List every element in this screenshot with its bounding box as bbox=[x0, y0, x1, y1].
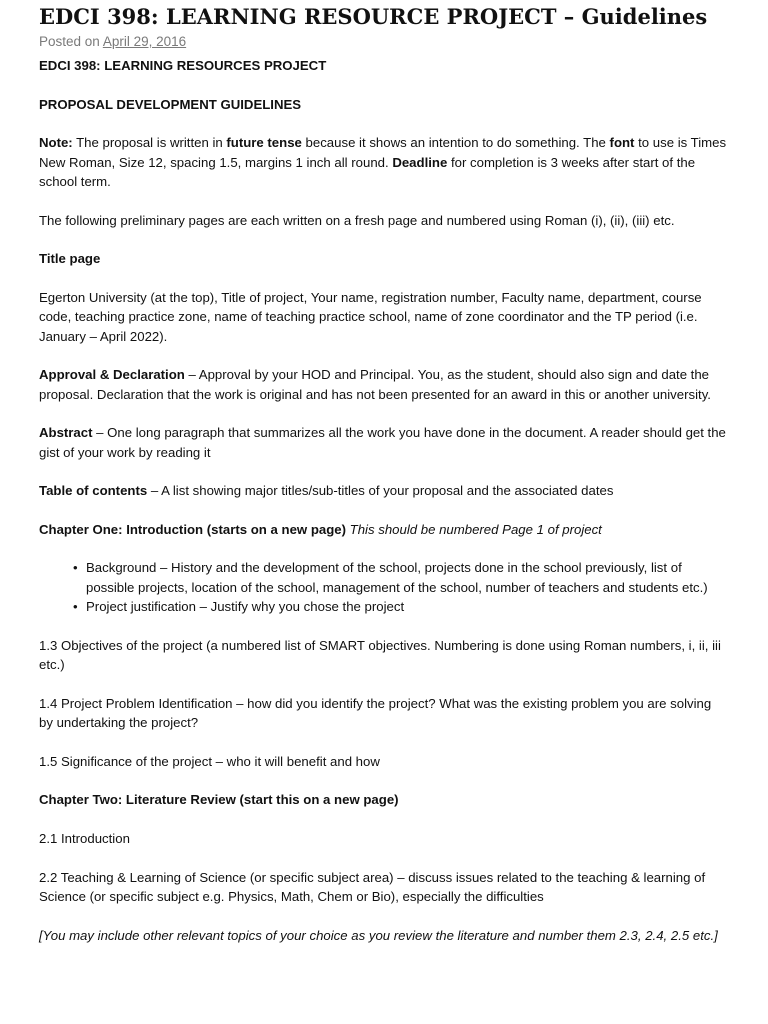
post-meta bbox=[39, 33, 728, 51]
note-bold-2: font bbox=[609, 135, 635, 151]
post-title: EDCI 398: LEARNING RESOURCE PROJECT – Guidelines bbox=[39, 4, 708, 29]
note-bold-1: future tense bbox=[226, 135, 302, 151]
toc-label: Table of contents bbox=[39, 483, 148, 499]
title-page-label: Title page bbox=[39, 251, 101, 267]
chapter-one-note: This should be numbered Page 1 of project bbox=[346, 521, 602, 537]
section-2-1: 2.1 Introduction bbox=[39, 830, 130, 846]
list-item: • Background – History and the development of the school, projects done in the school previously, list of possible projects, location of the school, management of the school, number of teachers and students etc.) bbox=[86, 558, 728, 597]
note-paragraph bbox=[39, 133, 728, 191]
note-bold-3: Deadline bbox=[392, 154, 448, 170]
chapter-one-list bbox=[39, 558, 728, 616]
doc-heading-text: EDCI 398: LEARNING RESOURCES PROJECT bbox=[39, 58, 327, 73]
closing-note-text: [You may include other relevant topics of your choice as you review the literature and number them 2.3, 2.4, 2.5 etc.] bbox=[39, 927, 718, 943]
abstract-paragraph bbox=[39, 423, 728, 462]
note-text-1: The proposal is written in bbox=[72, 135, 227, 151]
chapter-two-heading bbox=[39, 790, 728, 809]
abstract-label: Abstract bbox=[39, 425, 93, 441]
section-1-5: 1.5 Significance of the project – who it will benefit and how bbox=[39, 753, 380, 769]
section-1-4: 1.4 Project Problem Identification – how did you identify the project? What was the existing problem you are solving by undertaking the project? bbox=[39, 695, 712, 731]
doc-heading bbox=[39, 56, 728, 75]
document-body bbox=[39, 56, 728, 945]
approval-text: – Approval by your HOD and Principal. You, as the student, should also sign and date the proposal. Declaration that the work is original and has not been presented for an award in this or another university. bbox=[39, 367, 711, 402]
note-text-4: for completion is 3 weeks after start of the school term. bbox=[39, 154, 696, 189]
approval-paragraph bbox=[39, 365, 728, 404]
note-label: Note: bbox=[39, 135, 73, 151]
chapter-two-label: Chapter Two: Literature Review (start this on a new page) bbox=[39, 792, 399, 808]
approval-label: Approval & Declaration bbox=[39, 367, 185, 383]
abstract-text: – One long paragraph that summarizes all the work you have done in the document. A reader should get the gist of your work by reading it bbox=[39, 425, 726, 460]
title-page-heading bbox=[39, 249, 728, 268]
doc-subheading bbox=[39, 95, 728, 114]
toc-paragraph bbox=[39, 481, 728, 500]
chapter-one-label: Chapter One: Introduction (starts on a new page) bbox=[39, 521, 346, 537]
section-1-3: 1.3 Objectives of the project (a numbered list of SMART objectives. Numbering is done using Roman numbers, i, ii, iii etc.) bbox=[39, 637, 721, 673]
closing-note bbox=[39, 926, 728, 945]
note-text-2: because it shows an intention to do something. The bbox=[301, 135, 610, 151]
doc-subheading-text: PROPOSAL DEVELOPMENT GUIDELINES bbox=[39, 96, 302, 112]
posted-prefix: Posted on bbox=[39, 34, 100, 49]
title-page-paragraph: Egerton University (at the top), Title of project, Your name, registration number, Faculty name, department, course code, teaching practice zone, name of teaching practice school, name of zone coordinator and the TP period (i.e. January – April 2022). bbox=[39, 289, 702, 344]
section-2-2: 2.2 Teaching & Learning of Science (or specific subject area) – discuss issues related to the teaching & learning of Science (or specific subject e.g. Physics, Math, Chem or Bio), especially the difficulties bbox=[39, 869, 706, 904]
chapter-one-heading bbox=[39, 520, 728, 539]
toc-text: – A list showing major titles/sub-titles of your proposal and the associated dates bbox=[147, 483, 614, 499]
note-text-3: to use is Times New Roman, Size 12, spacing 1.5, margins 1 inch all round. bbox=[39, 135, 727, 170]
list-item: • Project justification – Justify why you chose the project bbox=[86, 597, 728, 616]
posted-date-link[interactable]: April 29, 2016 bbox=[102, 34, 187, 49]
prelim-paragraph: The following preliminary pages are each written on a fresh page and numbered using Roman (i), (ii), (iii) etc. bbox=[39, 212, 675, 228]
